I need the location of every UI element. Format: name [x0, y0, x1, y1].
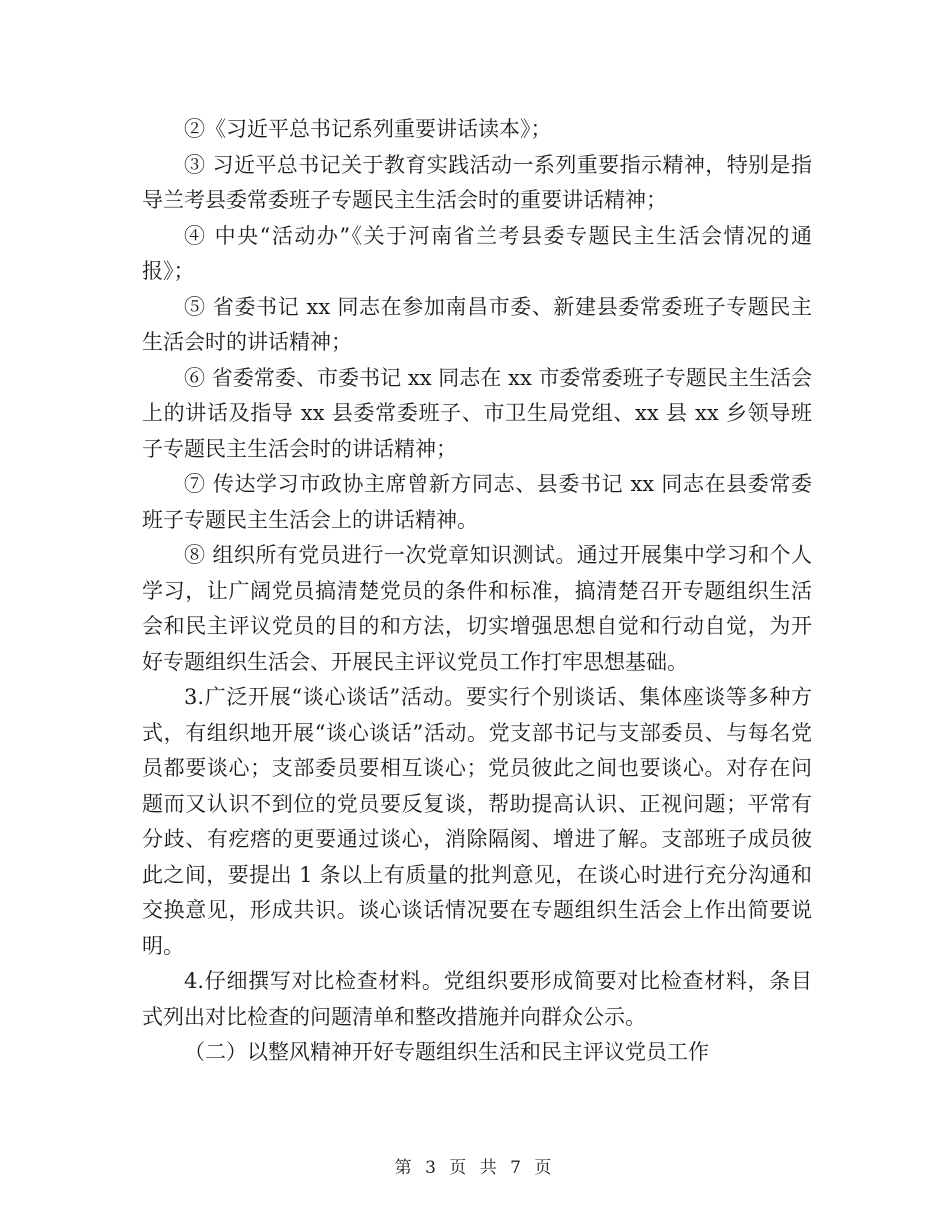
paragraph-item-2: ②《习近平总书记系列重要讲话读本》；	[184, 117, 552, 141]
paragraph-item-5: ⑤ 省委书记 xx 同志在参加南昌市委、新建县委常委班子专题民主生活会时的讲话精神；	[142, 294, 812, 354]
paragraph-item-4: ④ 中央“活动办”《关于河南省兰考县委专题民主生活会情况的通报》；	[142, 223, 812, 283]
paragraph-item-6: ⑥ 省委常委、市委书记 xx 同志在 xx 市委常委班子专题民主生活会上的讲话及指导 xx 县委常委班子、市卫生局党组、xx 县 xx 乡领导班子专题民主生活会时的讲话精神；	[142, 365, 812, 461]
page-number-label: 第 3 页 共 7 页	[394, 1158, 556, 1178]
page-footer	[0, 1153, 950, 1178]
paragraph-section-4: 4.仔细撰写对比检查材料。党组织要形成简要对比检查材料，条目式列出对比检查的问题清单和整改措施并向群众公示。	[142, 969, 812, 1029]
paragraph-item-3: ③ 习近平总书记关于教育实践活动一系列重要指示精神，特别是指导兰考县委常委班子专题民主生活会时的重要讲话精神；	[142, 152, 812, 212]
document-body	[142, 112, 812, 1071]
paragraph-item-7: ⑦ 传达学习市政协主席曾新方同志、县委书记 xx 同志在县委常委班子专题民主生活会上的讲话精神。	[142, 472, 812, 532]
subheading: （二）以整风精神开好专题组织生活和民主评议党员工作	[184, 1040, 709, 1064]
paragraph-item-8: ⑧ 组织所有党员进行一次党章知识测试。通过开展集中学习和个人学习，让广阔党员搞清楚党员的条件和标准，搞清楚召开专题组织生活会和民主评议党员的目的和方法，切实增强思想自觉和行动自觉，为开好专题组织生活会、开展民主评议党员工作打牢思想基础。	[142, 543, 812, 674]
paragraph-section-3: 3.广泛开展“谈心谈话”活动。要实行个别谈话、集体座谈等多种方式，有组织地开展“谈心谈话”活动。党支部书记与支部委员、与每名党员都要谈心；支部委员要相互谈心；党员彼此之间也要谈心。对存在问题而又认识不到位的党员要反复谈，帮助提高认识、正视问题；平常有分歧、有疙瘩的更要通过谈心，消除隔阂、增进了解。支部班子成员彼此之间，要提出 1 条以上有质量的批判意见，在谈心时进行充分沟通和交换意见，形成共识。谈心谈话情况要在专题组织生活会上作出简要说明。	[142, 685, 812, 958]
